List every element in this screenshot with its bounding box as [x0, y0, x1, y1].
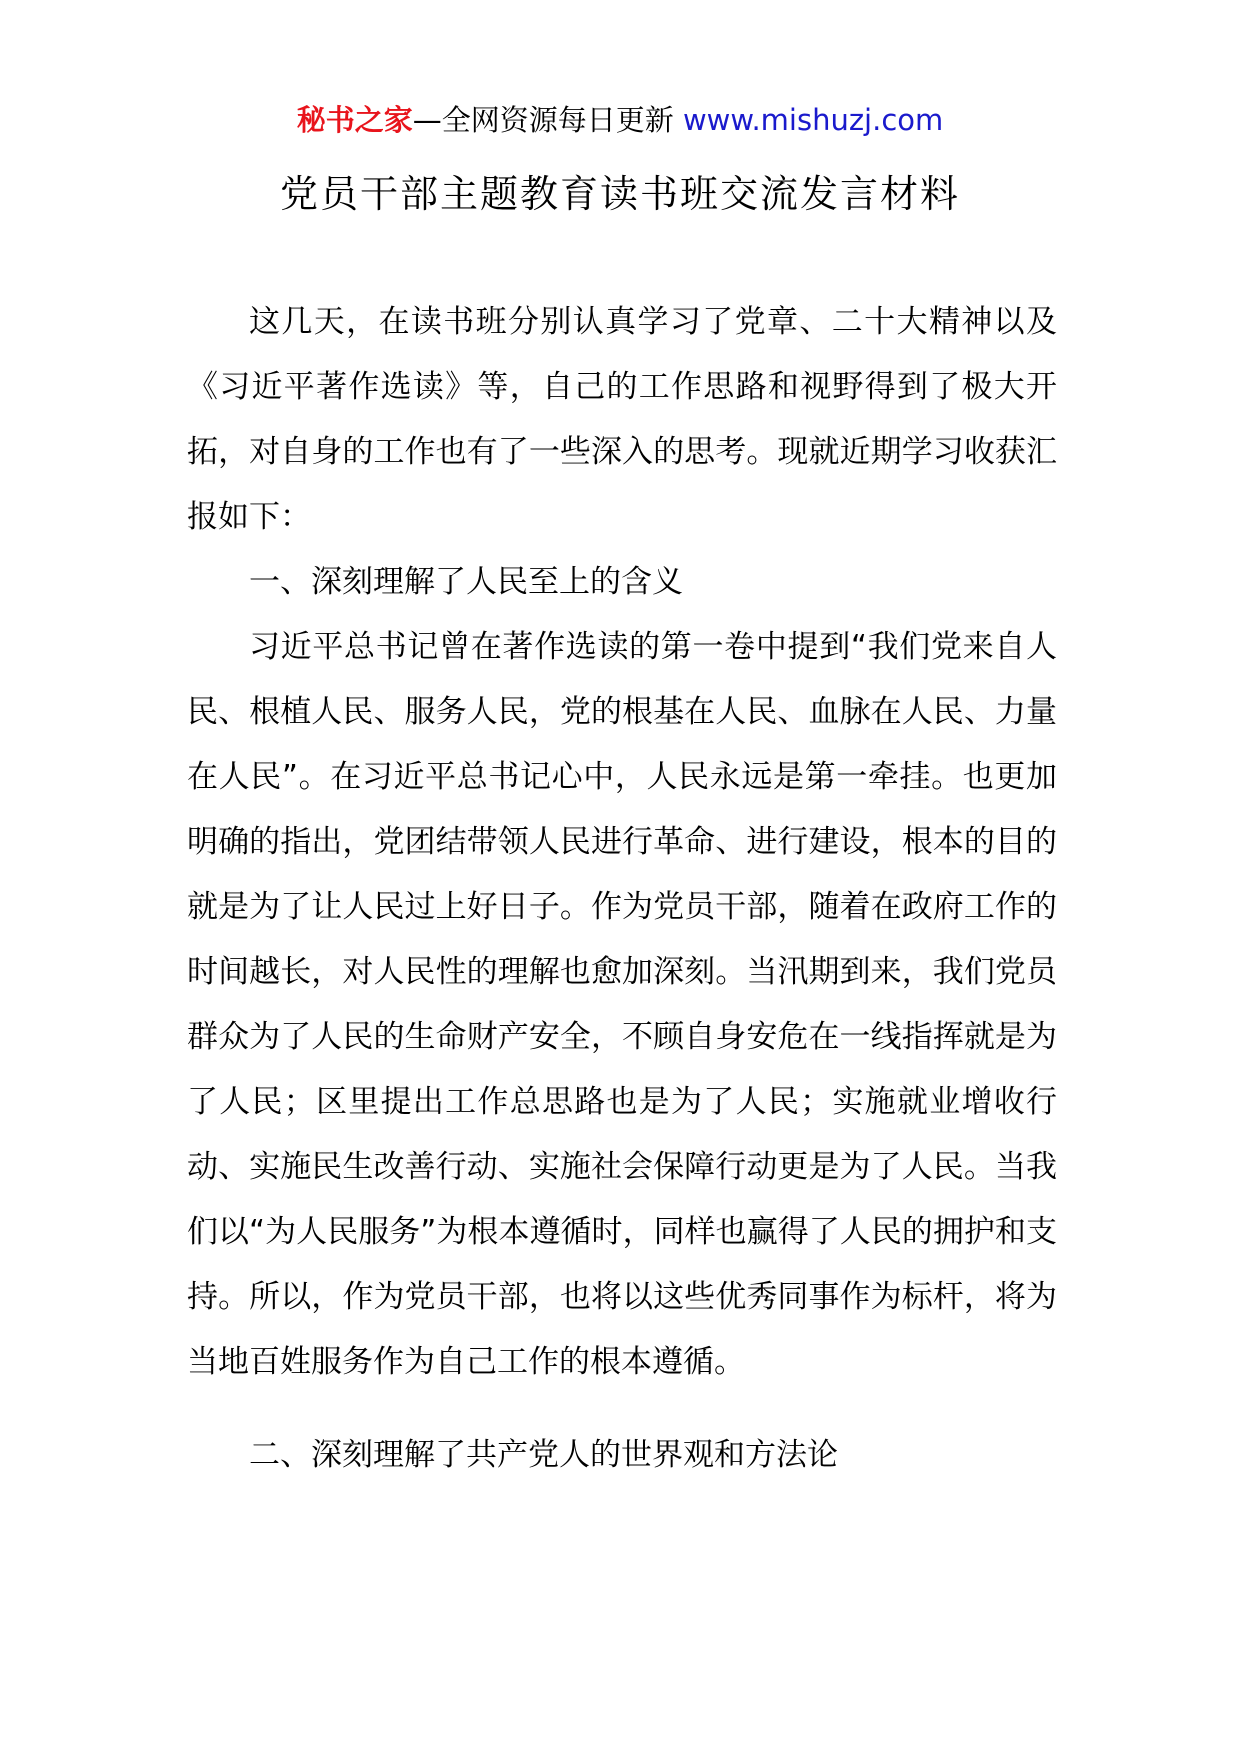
site-url-link[interactable]: www.mishuzj.com — [682, 103, 944, 137]
document-body — [187, 290, 1057, 1488]
intro-paragraph: 这几天，在读书班分别认真学习了党章、二十大精神以及《习近平著作选读》等，自己的工作思路和视野得到了极大开拓，对自身的工作也有了一些深入的思考。现就近期学习收获汇报如下： — [187, 304, 1057, 535]
section-1-paragraph: 习近平总书记曾在著作选读的第一卷中提到“我们党来自人民、根植人民、服务人民，党的根基在人民、血脉在人民、力量在人民”。在习近平总书记心中，人民永远是第一牵挂。也更加明确的指出，党团结带领人民进行革命、进行建设，根本的目的就是为了让人民过上好日子。作为党员干部，随着在政府工作的时间越长，对人民性的理解也愈加深刻。当汛期到来，我们党员群众为了人民的生命财产安全，不顾自身安危在一线指挥就是为了人民；区里提出工作总思路也是为了人民；实施就业增收行动、实施民生改善行动、实施社会保障行动更是为了人民。当我们以“为人民服务”为根本遵循时，同样也赢得了人民的拥护和支持。所以，作为党员干部，也将以这些优秀同事作为标杆，将为当地百姓服务作为自己工作的根本遵循。 — [187, 629, 1057, 1380]
site-brand: 秘书之家 — [296, 103, 413, 137]
section-heading-1: 一、深刻理解了人民至上的含义 — [249, 564, 683, 600]
site-header — [0, 100, 1240, 140]
section-heading-2: 二、深刻理解了共产党人的世界观和方法论 — [249, 1437, 838, 1473]
document-title: 党员干部主题教育读书班交流发言材料 — [279, 172, 960, 216]
site-slogan: —全网资源每日更新 — [412, 103, 683, 137]
